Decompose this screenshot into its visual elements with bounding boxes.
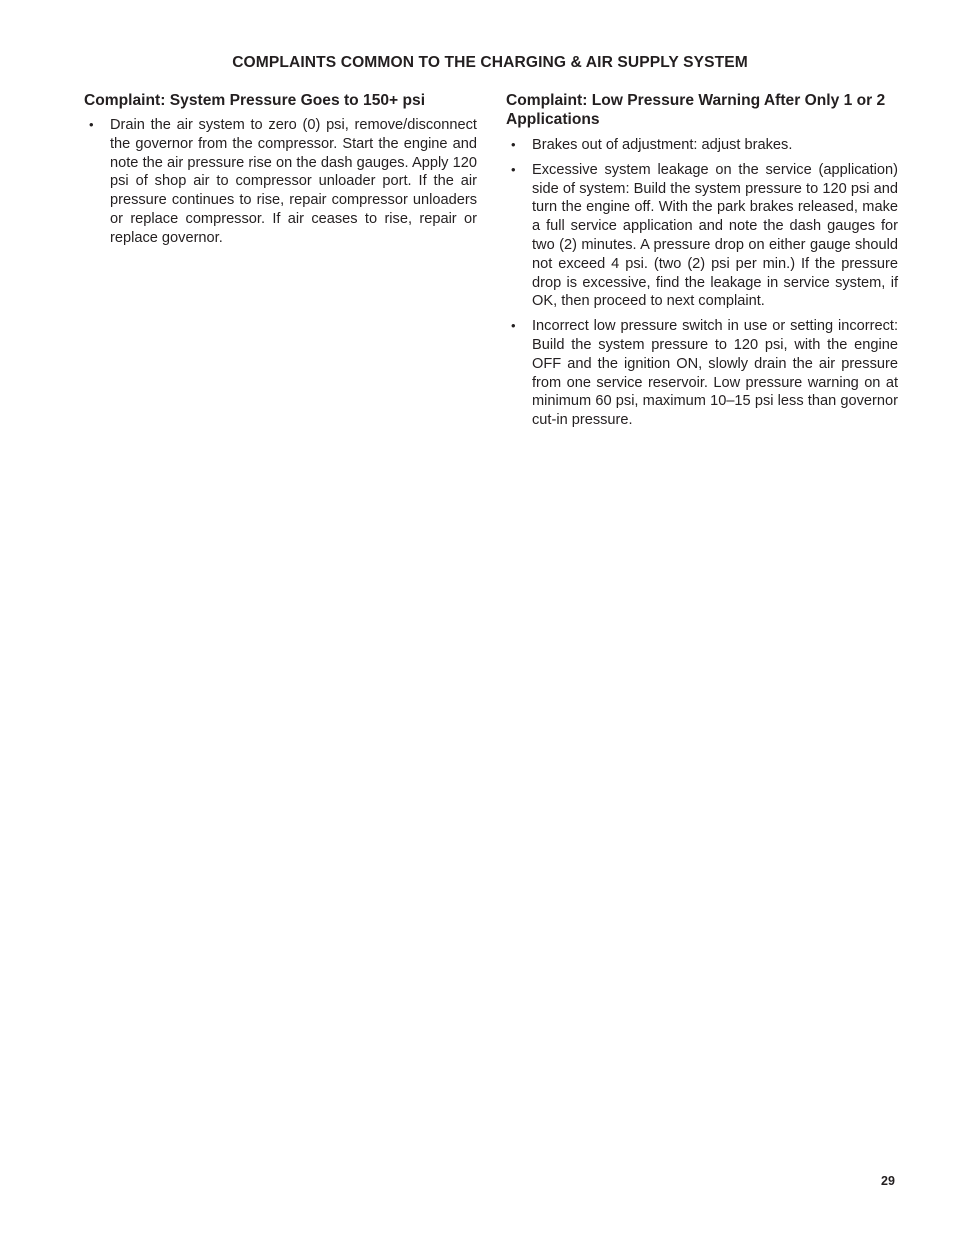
complaint-heading-low-pressure-warning: Complaint: Low Pressure Warning After Only 1 or 2 Applications bbox=[506, 92, 886, 128]
bullet-icon: • bbox=[89, 117, 94, 132]
list-item bbox=[506, 161, 898, 311]
list-item-text: Excessive system leakage on the service (application) side of system: Build the system pressure to 120 psi and turn the engine off. With the park brakes released, make a full service application and note the dash gauges for two (2) minutes. A pressure drop on either gauge should not exceed 4 psi. (two (2) psi per min.) If the pressure drop is excessive, find the leakage in service system, if OK, then proceed to next complaint. bbox=[532, 161, 898, 310]
list-item bbox=[506, 136, 898, 155]
bullet-icon: • bbox=[511, 137, 516, 152]
page-title: COMPLAINTS COMMON TO THE CHARGING & AIR SUPPLY SYSTEM bbox=[232, 54, 748, 71]
bullet-icon: • bbox=[511, 318, 516, 334]
list-item bbox=[506, 317, 898, 430]
left-column bbox=[84, 91, 477, 254]
list-item-text: Incorrect low pressure switch in use or setting incorrect: Build the system pressure to 120 psi, with the engine OFF and the ignition ON, slowly drain the air pressure from one service reservoir. Low pressure warning on at minimum 60 psi, maximum 10–15 psi less than governor cut-in pressure. bbox=[532, 318, 898, 429]
list-item-text: Brakes out of adjustment: adjust brakes. bbox=[532, 137, 793, 153]
left-bullet-list bbox=[84, 116, 477, 248]
bullet-icon: • bbox=[511, 161, 516, 177]
right-column bbox=[506, 91, 898, 436]
page-number: 29 bbox=[881, 1174, 895, 1188]
list-item-text: Drain the air system to zero (0) psi, remove/disconnect the governor from the compressor. Start the engine and note the air pressure rise on the dash gauges. Apply 120 psi of shop air to compressor unloader port. If the air pressure continues to rise, repair compressor unloaders or replace compressor. If air ceases to rise, repair or replace governor. bbox=[110, 117, 477, 246]
complaint-heading-system-pressure: Complaint: System Pressure Goes to 150+ psi bbox=[84, 92, 426, 109]
list-item bbox=[84, 116, 477, 248]
right-bullet-list bbox=[506, 136, 898, 430]
